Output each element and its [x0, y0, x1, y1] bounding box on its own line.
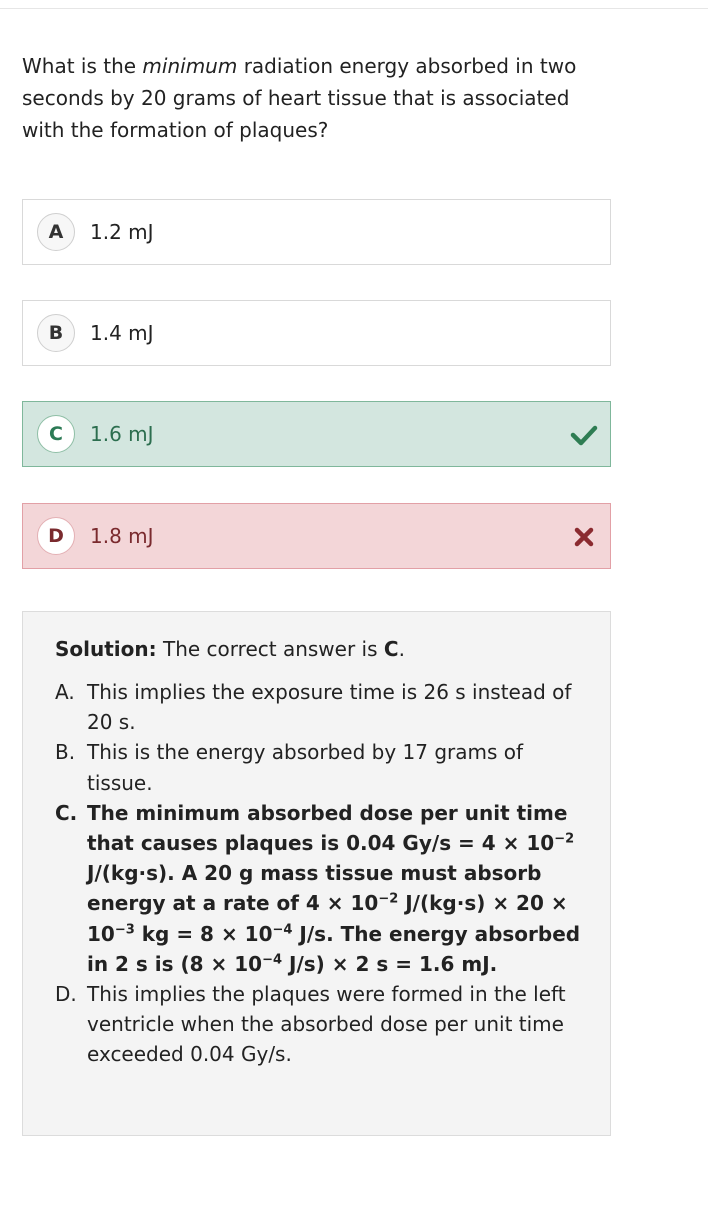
option-c[interactable] [22, 401, 611, 467]
option-value-a: 1.2 mJ [90, 220, 154, 244]
solution-list [55, 677, 585, 1070]
exponent: −2 [554, 831, 575, 847]
solution-heading-end: . [398, 637, 405, 661]
solution-item-label: C. [55, 800, 78, 825]
exponent: −4 [272, 921, 293, 937]
solution-label: Solution: [55, 637, 157, 661]
option-d[interactable] [22, 503, 611, 569]
option-a[interactable] [22, 199, 611, 265]
solution-item-label: A. [55, 680, 75, 704]
solution-text-segment: J/s. The energy absorbed in 2 s is (8 × 10 [87, 921, 581, 976]
solution-text-segment: J/(kg·s) × 20 × 10 [87, 891, 568, 946]
solution-item-text: This is the energy absorbed by 17 grams of tissue. [87, 740, 524, 795]
solution-item-b [55, 737, 585, 797]
solution-item-label: B. [55, 740, 76, 765]
solution-heading-text: The correct answer is [156, 637, 384, 661]
question-text [22, 50, 592, 146]
solution-item-d [55, 979, 585, 1070]
solution-panel [22, 611, 611, 1136]
solution-item-text: This implies the plaques were formed in the left ventricle when the absorbed dose per unit time exceeded 0.04 Gy/s. [87, 982, 566, 1067]
exponent: −2 [378, 891, 399, 907]
solution-item-c [55, 798, 585, 979]
top-divider [0, 8, 708, 9]
solution-text-segment: kg = 8 × 10 [134, 921, 273, 946]
option-b[interactable] [22, 300, 611, 366]
option-letter-b: B [37, 314, 75, 352]
solution-text-segment: J/s) × 2 s = 1.6 mJ. [282, 951, 498, 976]
solution-item-a [55, 677, 585, 737]
option-value-b: 1.4 mJ [90, 321, 154, 345]
option-value-d: 1.8 mJ [90, 524, 154, 548]
solution-answer: C [383, 637, 399, 661]
question-part-1: What is the [22, 54, 143, 78]
solution-text-segment: J/(kg·s). A 20 g mass tissue must absorb energy at a rate of 4 × 10 [87, 861, 542, 916]
solution-item-text: This implies the exposure time is 26 s instead of 20 s. [87, 680, 572, 735]
exponent: −4 [262, 952, 283, 968]
option-letter-c: C [37, 415, 75, 453]
option-value-c: 1.6 mJ [90, 422, 154, 446]
exponent: −3 [114, 921, 135, 937]
solution-text-segment: The minimum absorbed dose per unit time that causes plaques is 0.04 Gy/s = 4 × 10 [87, 800, 568, 856]
solution-heading [55, 633, 405, 665]
x-mark-icon [570, 523, 598, 551]
solution-item-label: D. [55, 982, 77, 1007]
option-letter-d: D [37, 517, 75, 555]
question-part-2: radiation energy absorbed in two seconds by 20 grams of heart tissue that is associated with the formation of plaques? [22, 54, 577, 142]
option-letter-a: A [37, 213, 75, 251]
question-emphasis: minimum [142, 54, 238, 78]
checkmark-icon [570, 421, 598, 449]
